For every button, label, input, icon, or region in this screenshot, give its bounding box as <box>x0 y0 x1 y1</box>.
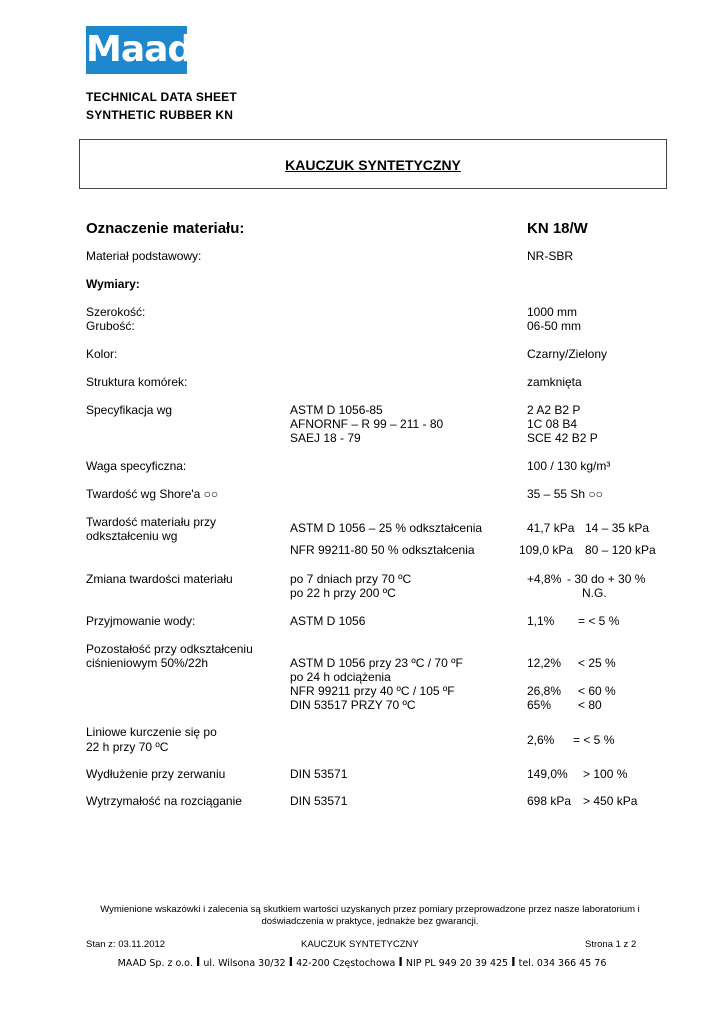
separator: I <box>398 955 403 969</box>
tensile-limit: > 450 kPa <box>583 794 638 808</box>
elongation-value: 149,0% <box>527 767 568 781</box>
thickness-value: 06-50 mm <box>527 319 582 333</box>
hardness-def-limit: 80 – 120 kPa <box>585 543 656 557</box>
shrink-label: 22 h przy 70 ºC <box>86 740 169 754</box>
hardness-def-standard: NFR 99211-80 50 % odkształcenia <box>290 543 475 557</box>
elongation-standard: DIN 53571 <box>290 767 348 781</box>
color-value: Czarny/Zielony <box>527 347 608 361</box>
thickness-label: Grubość: <box>86 319 135 333</box>
cells-value: zamknięta <box>527 375 582 389</box>
base-value: NR-SBR <box>527 249 574 263</box>
compression-condition: ASTM D 1056 przy 23 ºC / 70 ºF <box>290 656 463 670</box>
weight-value: 100 / 130 kg/m³ <box>527 459 611 473</box>
tensile-value: 698 kPa <box>527 794 572 808</box>
hardness-def-value: 109,0 kPa <box>519 543 574 557</box>
spec-value: 2 A2 B2 P <box>527 403 581 417</box>
compression-condition: DIN 53517 PRZY 70 ºC <box>290 698 416 712</box>
hardness-def-limit: 14 – 35 kPa <box>585 521 650 535</box>
shrink-label: Liniowe kurczenie się po <box>86 725 217 739</box>
hardness-def-value: 41,7 kPa <box>527 521 575 535</box>
shrink-value: 2,6% <box>527 733 555 747</box>
water-label: Przyjmowanie wody: <box>86 614 196 628</box>
compression-value: 12,2% <box>527 656 562 670</box>
tensile-label: Wytrzymałość na rozciąganie <box>86 794 242 808</box>
title-box <box>79 139 667 189</box>
width-label: Szerokość: <box>86 305 146 319</box>
company-nip: NIP PL 949 20 39 425 <box>405 958 509 969</box>
spec-value: SCE 42 B2 P <box>527 431 598 445</box>
compression-limit: < 80 <box>578 698 602 712</box>
designation-value: KN 18/W <box>527 220 588 237</box>
company-street: ul. Wilsona 30/32 <box>203 958 286 969</box>
maad-logo: Maad <box>86 26 187 74</box>
disclaimer-line: doświadczenia w praktyce, jednakże bez gwarancji. <box>261 916 479 927</box>
designation-label: Oznaczenie materiału: <box>86 220 245 237</box>
company-city: 42-200 Częstochowa <box>296 958 396 969</box>
disclaimer <box>80 904 660 928</box>
base-label: Materiał podstawowy: <box>86 249 202 263</box>
hardness-def-standard: ASTM D 1056 – 25 % odkształcenia <box>290 521 483 535</box>
elongation-label: Wydłużenie przy zerwaniu <box>86 767 226 781</box>
header-line-2: SYNTHETIC RUBBER KN <box>86 108 234 122</box>
hardness-def-label: odkształceniu wg <box>86 529 178 543</box>
footer-date: Stan z: 03.11.2012 <box>86 939 166 950</box>
spec-label: Specyfikacja wg <box>86 403 173 417</box>
tensile-standard: DIN 53571 <box>290 794 348 808</box>
spec-standard: ASTM D 1056-85 <box>290 403 383 417</box>
water-limit: = < 5 % <box>578 614 620 628</box>
footer-page: Strona 1 z 2 <box>585 939 637 950</box>
footer-title: KAUCZUK SYNTETYCZNY <box>301 939 419 950</box>
company-address <box>0 955 724 969</box>
hardness-def-label: Twardość materiału przy <box>86 515 217 529</box>
shore-value: 35 – 55 Sh ○○ <box>527 487 603 501</box>
header-line-1: TECHNICAL DATA SHEET <box>86 90 237 104</box>
hardness-change-value: N.G. <box>582 586 607 600</box>
shrink-limit: = < 5 % <box>573 733 615 747</box>
separator: I <box>195 955 201 969</box>
compression-label: Pozostałość przy odkształceniu <box>86 642 253 656</box>
cells-label: Struktura komórek: <box>86 375 188 389</box>
color-label: Kolor: <box>86 347 118 361</box>
dimensions-heading: Wymiary: <box>86 277 140 291</box>
compression-value: 65% <box>527 698 552 712</box>
shore-label: Twardość wg Shore'a ○○ <box>86 487 219 501</box>
separator: I <box>288 955 294 969</box>
spec-value: 1C 08 B4 <box>527 417 578 431</box>
company-name: MAAD Sp. z o.o. <box>117 958 193 969</box>
compression-value: 26,8% <box>527 684 562 698</box>
separator: I <box>511 955 516 969</box>
width-value: 1000 mm <box>527 305 578 319</box>
hardness-change-label: Zmiana twardości materiału <box>86 572 233 586</box>
water-value: 1,1% <box>527 614 555 628</box>
hardness-change-condition: po 7 dniach przy 70 ºC <box>290 572 412 586</box>
compression-condition: po 24 h odciążenia <box>290 670 391 684</box>
compression-limit: < 60 % <box>578 684 616 698</box>
spec-standard: SAEJ 18 - 79 <box>290 431 361 445</box>
spec-standard: AFNORNF – R 99 – 211 - 80 <box>290 417 444 431</box>
compression-limit: < 25 % <box>578 656 616 670</box>
elongation-limit: > 100 % <box>583 767 628 781</box>
compression-label: ciśnieniowym 50%/22h <box>86 656 209 670</box>
hardness-change-limit: - 30 do + 30 % <box>567 572 646 586</box>
water-standard: ASTM D 1056 <box>290 614 366 628</box>
weight-label: Waga specyficzna: <box>86 459 187 473</box>
hardness-change-condition: po 22 h przy 200 ºC <box>290 586 396 600</box>
disclaimer-line: Wymienione wskazówki i zalecenia są skutkiem wartości uzyskanych przez pomiary przeprowadzone przez nasze laboratorium i <box>100 904 640 915</box>
company-phone: tel. 034 366 45 76 <box>518 958 607 969</box>
document-title: KAUCZUK SYNTETYCZNY <box>285 157 461 173</box>
compression-condition: NFR 99211 przy 40 ºC / 105 ºF <box>290 684 455 698</box>
hardness-change-value: +4,8% <box>527 572 562 586</box>
